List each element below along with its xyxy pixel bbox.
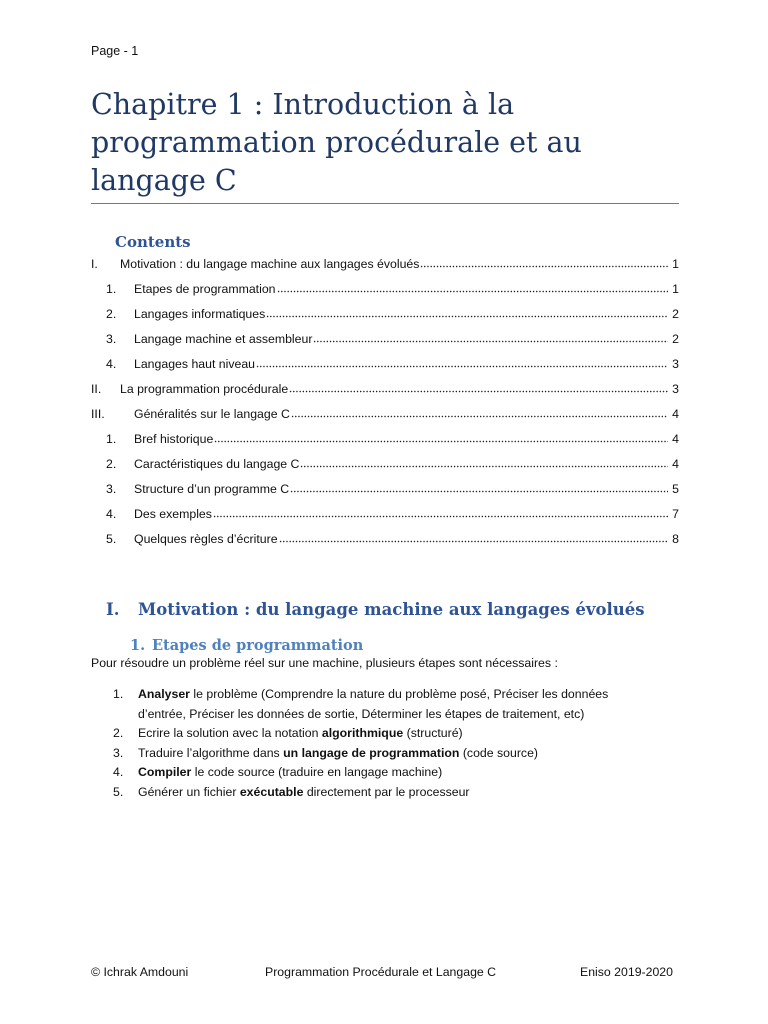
toc-page-number: 5 <box>672 482 679 497</box>
toc-dot-leader <box>300 456 668 468</box>
toc-entry-number: 4. <box>106 507 117 522</box>
toc-dot-leader <box>289 381 668 393</box>
toc-entry-title: Des exemples <box>134 507 212 522</box>
toc-dot-leader <box>256 356 668 368</box>
footer-course: Programmation Procédurale et Langage C <box>265 965 497 979</box>
step-item <box>91 685 651 724</box>
toc-entry-title: Motivation : du langage machine aux langages évolués <box>120 257 420 272</box>
page-number-header: Page - 1 <box>91 44 139 58</box>
toc-entry-number: 1. <box>106 432 117 447</box>
step-keyword: Compiler <box>138 765 192 779</box>
step-number: 4. <box>113 765 124 779</box>
step-number: 2. <box>113 726 124 740</box>
toc-page-number: 4 <box>672 457 679 472</box>
toc-entry[interactable] <box>91 381 679 399</box>
toc-entry-number: 1. <box>106 282 117 297</box>
step-number: 5. <box>113 784 124 799</box>
step-keyword: algorithmique <box>321 726 404 740</box>
step-fragment: Traduire l’algorithme dans <box>138 745 284 760</box>
toc-entry[interactable] <box>91 406 679 424</box>
toc-entry[interactable] <box>91 356 679 374</box>
step-fragment: le code source (traduire en langage machine) <box>191 765 443 779</box>
toc-page-number: 3 <box>672 357 679 372</box>
step-number: 3. <box>113 745 124 760</box>
step-fragment: directement par le processeur <box>303 784 470 799</box>
toc-entry-title: Caractéristiques du langage C <box>134 457 300 472</box>
toc-page-number: 4 <box>672 407 679 422</box>
section-title: Motivation : du langage machine aux langages évolués <box>138 600 645 619</box>
footer-author: © Ichrak Amdouni <box>91 965 189 979</box>
toc-page-number: 1 <box>672 282 679 297</box>
toc-dot-leader <box>213 506 668 518</box>
step-text <box>138 744 651 764</box>
toc-dot-leader <box>279 531 668 543</box>
toc-entry[interactable] <box>91 481 679 499</box>
toc-entry-number: 5. <box>106 532 117 547</box>
toc-entry-title: Généralités sur le langage C <box>134 407 290 422</box>
step-text <box>138 783 651 803</box>
toc-entry-number: III. <box>91 407 105 422</box>
toc-entry[interactable] <box>91 331 679 349</box>
toc-dot-leader <box>266 306 668 318</box>
subsection-number: 1. <box>130 637 146 654</box>
step-keyword: Analyser <box>138 687 190 701</box>
step-text <box>138 763 651 783</box>
toc-page-number: 2 <box>672 307 679 322</box>
toc-entry-number: 2. <box>106 457 117 472</box>
chapter-title: Chapitre 1 : Introduction à la programmation procédurale et au langage C <box>91 88 582 197</box>
step-text <box>138 724 651 744</box>
step-item <box>91 763 651 783</box>
toc-page-number: 2 <box>672 332 679 347</box>
toc-dot-leader <box>277 281 669 293</box>
toc-dot-leader <box>290 481 668 493</box>
toc-entry-number: II. <box>91 382 102 397</box>
section-heading <box>106 600 645 619</box>
toc-entry-title: Bref historique <box>134 432 214 447</box>
toc-entry-number: 3. <box>106 482 117 497</box>
intro-paragraph: Pour résoudre un problème réel sur une machine, plusieurs étapes sont nécessaires : <box>91 656 558 670</box>
toc-dot-leader <box>420 256 668 268</box>
step-item <box>91 783 651 803</box>
toc-entry[interactable] <box>91 456 679 474</box>
toc-entry-number: 3. <box>106 332 117 347</box>
toc-entry[interactable] <box>91 431 679 449</box>
toc-entry-number: I. <box>91 257 98 272</box>
toc-entry-title: Quelques règles d’écriture <box>134 532 278 547</box>
toc-page-number: 4 <box>672 432 679 447</box>
toc-page-number: 8 <box>672 532 679 547</box>
toc-entry-title: Langages haut niveau <box>134 357 256 372</box>
toc-entry-title: Etapes de programmation <box>134 282 276 297</box>
footer-year: Eniso 2019-2020 <box>580 965 673 979</box>
step-text <box>138 685 651 724</box>
toc-entry-title: Langages informatiques <box>134 307 266 322</box>
toc-entry[interactable] <box>91 306 679 324</box>
subsection-heading <box>130 637 363 654</box>
step-item <box>91 724 651 744</box>
section-number: I. <box>106 600 120 619</box>
toc-page-number: 1 <box>672 257 679 272</box>
steps-list <box>91 685 651 802</box>
toc-dot-leader <box>313 331 668 343</box>
toc-entry-title: Langage machine et assembleur <box>134 332 313 347</box>
step-keyword: exécutable <box>239 784 304 799</box>
step-fragment: (structuré) <box>403 726 463 740</box>
toc-entry[interactable] <box>91 256 679 274</box>
step-number: 1. <box>113 687 124 701</box>
toc-entry-number: 2. <box>106 307 117 322</box>
step-item <box>91 744 651 764</box>
step-fragment: Générer un fichier <box>138 784 240 799</box>
toc-entry-number: 4. <box>106 357 117 372</box>
toc-entry-title: La programmation procédurale <box>120 382 289 397</box>
contents-heading: Contents <box>115 233 191 251</box>
toc-dot-leader <box>214 431 668 443</box>
toc-entry[interactable] <box>91 531 679 549</box>
title-underline <box>91 203 679 204</box>
toc-page-number: 3 <box>672 382 679 397</box>
toc-page-number: 7 <box>672 507 679 522</box>
toc-entry[interactable] <box>91 281 679 299</box>
toc-dot-leader <box>291 406 668 418</box>
step-keyword: un langage de programmation <box>283 745 460 760</box>
step-fragment: (code source) <box>459 745 539 760</box>
toc-entry-title: Structure d’un programme C <box>134 482 290 497</box>
subsection-title: Etapes de programmation <box>152 637 364 654</box>
step-fragment: Ecrire la solution avec la notation <box>138 726 322 740</box>
step-fragment: le problème (Comprendre la nature du problème posé, Préciser les données d’entrée, Préciser les données de sortie, Déterminer les étapes de traitement, etc) <box>138 687 609 721</box>
toc-entry[interactable] <box>91 506 679 524</box>
